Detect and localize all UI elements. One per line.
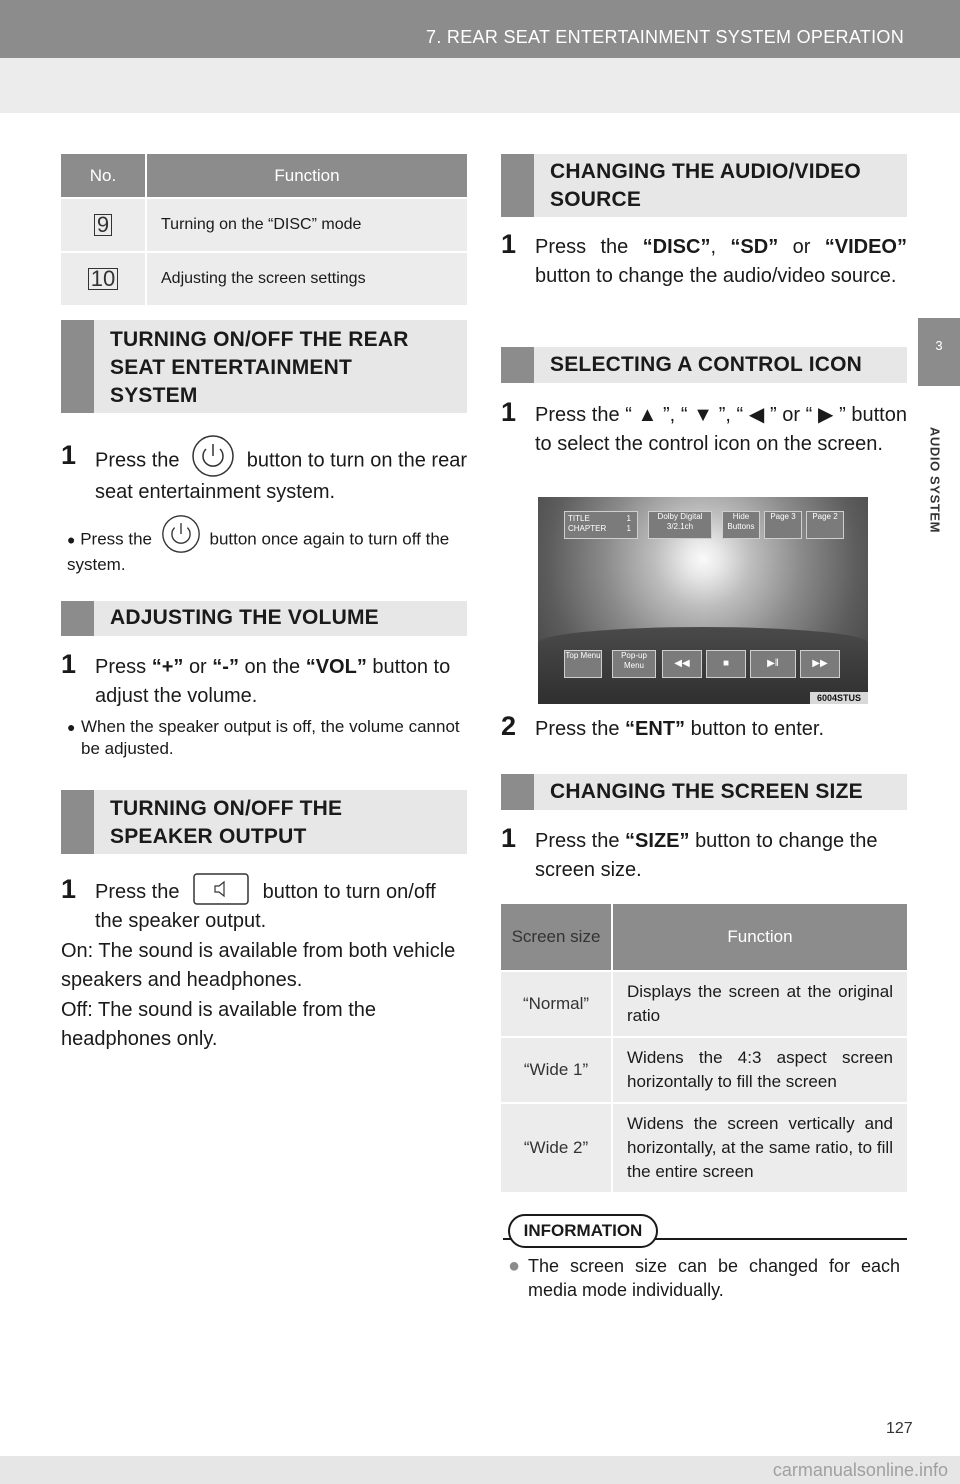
table-cell-function: Adjusting the screen settings	[146, 252, 467, 305]
table-cell-function: Widens the screen vertically and horizontally, at the same ratio, to fill the entire screen	[612, 1103, 907, 1192]
section-heading-source: CHANGING THE AUDIO/VIDEO SOURCE	[501, 154, 907, 217]
table-header-no: No.	[61, 154, 146, 198]
title-chapter-display: TITLE 1 CHAPTER 1	[564, 511, 638, 539]
table-row	[61, 198, 467, 252]
dvd-screen-screenshot	[538, 497, 868, 704]
table-cell-function: Displays the screen at the original ratio	[612, 971, 907, 1037]
chapter-tab-label: AUDIO SYSTEM	[927, 426, 943, 534]
section-heading-control-icon: SELECTING A CONTROL ICON	[501, 347, 907, 383]
bullet-power-off: ● Press the button once again to turn off the system.	[67, 526, 467, 576]
header-band	[0, 58, 960, 113]
table-header-screen-size: Screen size	[501, 904, 612, 971]
step-enter: 2 Press the “ENT” button to enter.	[501, 711, 825, 741]
section-heading-speaker: TURNING ON/OFF THE SPEAKER OUTPUT	[61, 790, 467, 854]
number-10-icon: 10	[88, 268, 118, 290]
chapter-tab-number: 3	[918, 318, 960, 386]
hide-buttons-button[interactable]: Hide Buttons	[722, 511, 760, 539]
step-control-icon: 1 Press the “ ▲ ”, “ ▼ ”, “ ◀ ” or “ ▶ ” button to select the control icon on the screen.	[501, 397, 907, 455]
power-button-icon	[191, 434, 235, 478]
header-title: 7. REAR SEAT ENTERTAINMENT SYSTEM OPERATION	[426, 27, 904, 47]
information-label: INFORMATION	[508, 1214, 658, 1248]
step-volume: 1 Press “+” or “-” on the “VOL” button to adjust the volume.	[61, 649, 451, 707]
table-row	[61, 252, 467, 305]
speaker-on-description: On: The sound is available from both vehicle speakers and headphones.	[61, 940, 456, 991]
table-row	[501, 1103, 907, 1192]
watermark-bar	[0, 1456, 960, 1484]
table-cell-size: “Wide 1”	[501, 1037, 612, 1103]
page-number: 127	[886, 1420, 913, 1437]
power-button-icon	[161, 514, 201, 554]
speaker-off-description: Off: The sound is available from the headphones only.	[61, 999, 376, 1050]
stop-button[interactable]: ■	[706, 650, 746, 678]
popup-menu-button[interactable]: Pop-up Menu	[612, 650, 656, 678]
table-cell-function: Widens the 4:3 aspect screen horizontally to fill the screen	[612, 1037, 907, 1103]
information-text: ● The screen size can be changed for each media mode individually.	[508, 1255, 900, 1300]
fast-forward-button[interactable]: ▶▶	[800, 650, 840, 678]
audio-format-display: Dolby Digital 3/2.1ch	[648, 511, 712, 539]
table-cell-size: “Normal”	[501, 971, 612, 1037]
speaker-button-icon	[193, 873, 249, 905]
screen-size-table	[501, 904, 907, 1192]
number-9-icon: 9	[94, 214, 112, 236]
page-3-button[interactable]: Page 3	[764, 511, 802, 539]
table-row	[501, 971, 907, 1037]
image-code: 6004STUS	[810, 692, 868, 704]
watermark-text: carmanualsonline.info	[772, 1460, 948, 1480]
page-2-button[interactable]: Page 2	[806, 511, 844, 539]
section-heading-screen-size: CHANGING THE SCREEN SIZE	[501, 774, 907, 810]
section-heading-rear-seat: TURNING ON/OFF THE REAR SEAT ENTERTAINMENT SYSTEM	[61, 320, 467, 413]
function-table	[61, 154, 467, 305]
step-screen-size: 1 Press the “SIZE” button to change the screen size.	[501, 823, 878, 881]
table-row	[501, 1037, 907, 1103]
table-header-function: Function	[146, 154, 467, 198]
table-cell-function: Turning on the “DISC” mode	[146, 198, 467, 252]
table-header-function: Function	[612, 904, 907, 971]
top-menu-button[interactable]: Top Menu	[564, 650, 602, 678]
section-heading-volume: ADJUSTING THE VOLUME	[61, 601, 467, 636]
step-source: 1 Press the “DISC”, “SD” or “VIDEO” button to change the audio/video source.	[501, 229, 907, 287]
play-pause-button[interactable]: ▶ǁ	[750, 650, 796, 678]
step-speaker: 1 Press the button to turn on/off the speaker output.	[61, 874, 436, 932]
rewind-button[interactable]: ◀◀	[662, 650, 702, 678]
bullet-volume: ● When the speaker output is off, the volume cannot be adjusted.	[67, 717, 460, 758]
step-power: 1 Press the button to turn on the rear seat entertainment system.	[61, 444, 467, 507]
table-cell-size: “Wide 2”	[501, 1103, 612, 1192]
